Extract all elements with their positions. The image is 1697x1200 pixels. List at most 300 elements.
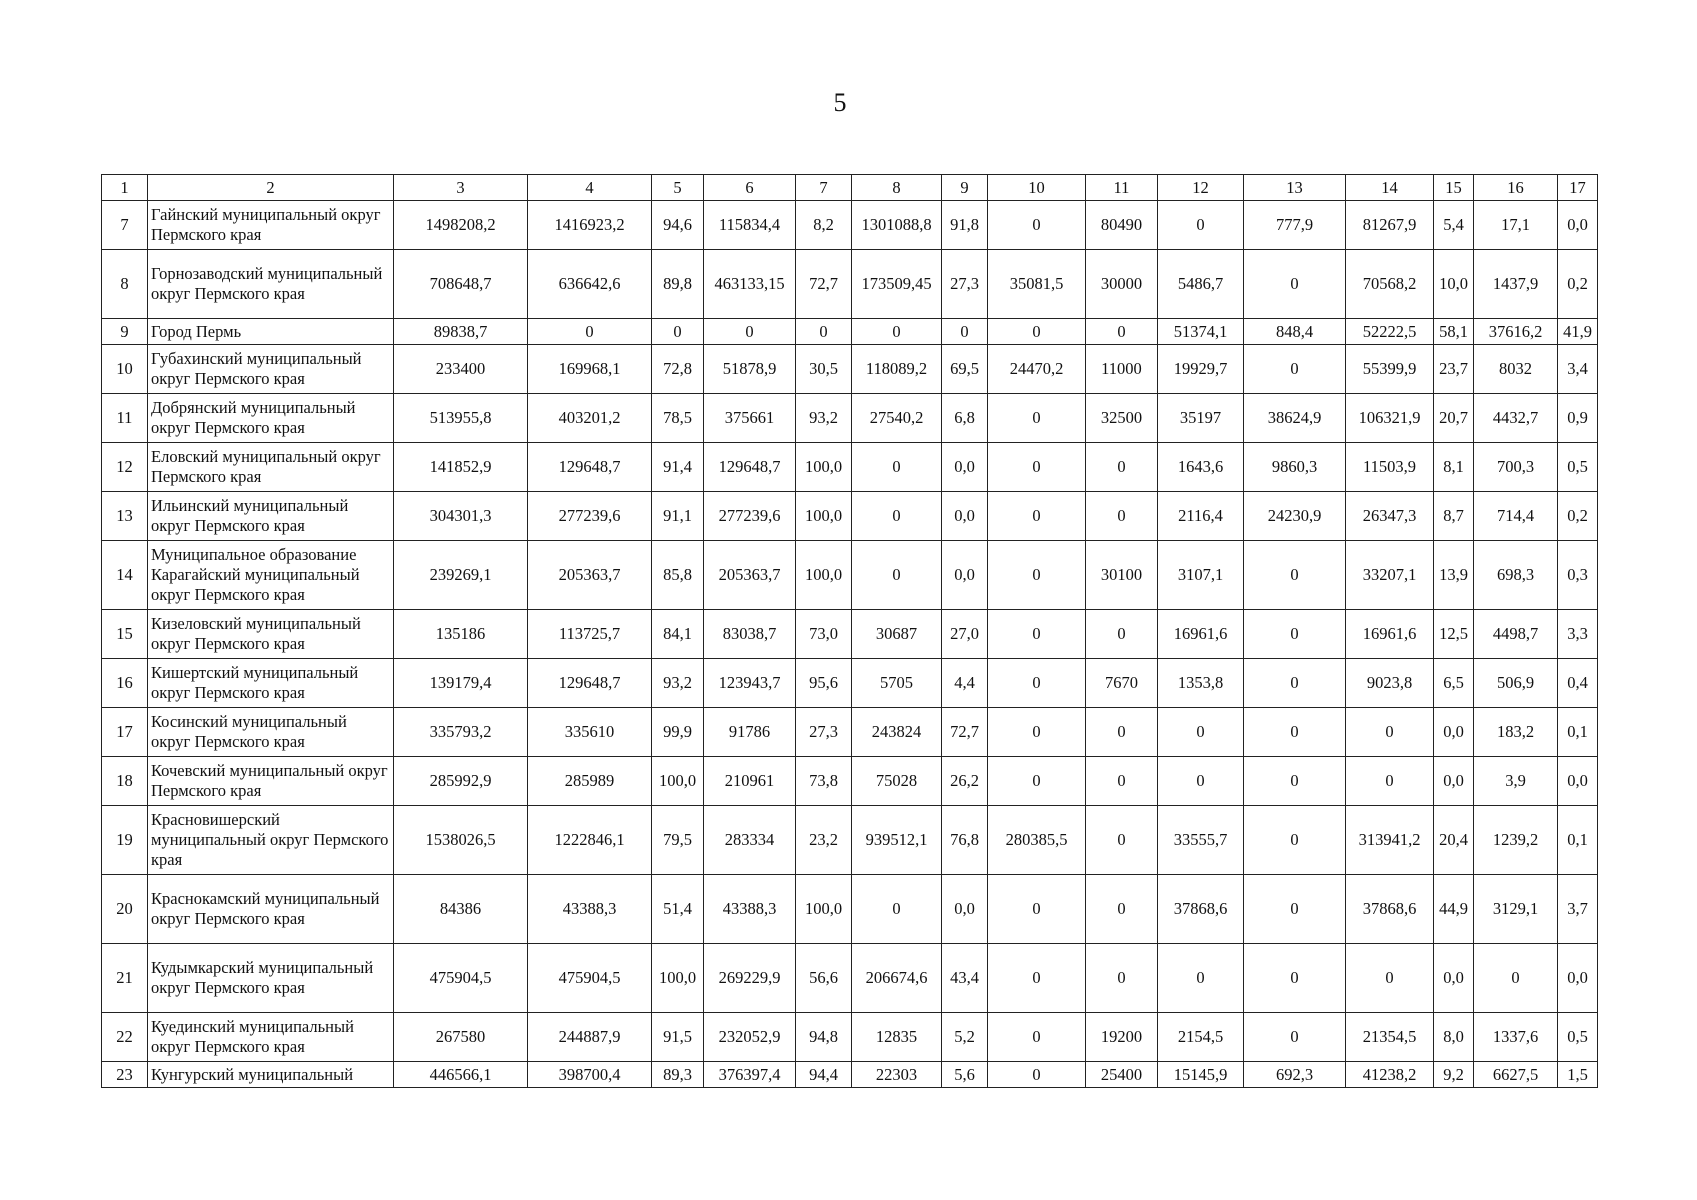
value-cell: 2116,4 (1158, 492, 1244, 541)
value-cell: 6,8 (942, 394, 988, 443)
value-cell: 10,0 (1434, 250, 1474, 319)
value-cell: 27,0 (942, 610, 988, 659)
value-cell: 91786 (704, 708, 796, 757)
value-cell: 0 (988, 443, 1086, 492)
value-cell: 0,0 (942, 541, 988, 610)
value-cell: 11503,9 (1346, 443, 1434, 492)
value-cell: 233400 (394, 345, 528, 394)
municipality-name-cell: Кизеловский муниципальный округ Пермского края (148, 610, 394, 659)
value-cell: 100,0 (652, 944, 704, 1013)
page-number: 5 (833, 88, 847, 117)
value-cell: 69,5 (942, 345, 988, 394)
value-cell: 11000 (1086, 345, 1158, 394)
value-cell: 20,7 (1434, 394, 1474, 443)
value-cell: 0 (1086, 492, 1158, 541)
value-cell: 0 (852, 443, 942, 492)
value-cell: 0 (1086, 806, 1158, 875)
value-cell: 210961 (704, 757, 796, 806)
value-cell: 708648,7 (394, 250, 528, 319)
value-cell: 30100 (1086, 541, 1158, 610)
value-cell: 0,0 (1558, 201, 1598, 250)
column-header: 14 (1346, 175, 1434, 201)
value-cell: 21354,5 (1346, 1013, 1434, 1062)
value-cell: 0,0 (942, 492, 988, 541)
value-cell: 91,5 (652, 1013, 704, 1062)
value-cell: 55399,9 (1346, 345, 1434, 394)
table-row (102, 492, 1598, 541)
municipality-name-cell: Кишертский муниципальный округ Пермского края (148, 659, 394, 708)
value-cell: 398700,4 (528, 1062, 652, 1088)
value-cell: 375661 (704, 394, 796, 443)
municipality-name-cell: Краснокамский муниципальный округ Пермского края (148, 875, 394, 944)
value-cell: 183,2 (1474, 708, 1558, 757)
value-cell: 85,8 (652, 541, 704, 610)
value-cell: 27,3 (942, 250, 988, 319)
value-cell: 0 (1244, 806, 1346, 875)
value-cell: 1498208,2 (394, 201, 528, 250)
value-cell: 89,8 (652, 250, 704, 319)
table-header-row (102, 175, 1598, 201)
value-cell: 0 (1346, 944, 1434, 1013)
value-cell: 91,8 (942, 201, 988, 250)
value-cell: 113725,7 (528, 610, 652, 659)
column-header: 2 (148, 175, 394, 201)
value-cell: 72,7 (796, 250, 852, 319)
row-number-cell: 17 (102, 708, 148, 757)
value-cell: 777,9 (1244, 201, 1346, 250)
value-cell: 0 (1244, 250, 1346, 319)
row-number-cell: 15 (102, 610, 148, 659)
value-cell: 463133,15 (704, 250, 796, 319)
value-cell: 5,4 (1434, 201, 1474, 250)
row-number-cell: 23 (102, 1062, 148, 1088)
municipality-name-cell: Горнозаводский муниципальный округ Пермского края (148, 250, 394, 319)
value-cell: 335610 (528, 708, 652, 757)
value-cell: 72,8 (652, 345, 704, 394)
column-header: 9 (942, 175, 988, 201)
value-cell: 8032 (1474, 345, 1558, 394)
value-cell: 22303 (852, 1062, 942, 1088)
value-cell: 20,4 (1434, 806, 1474, 875)
row-number-cell: 22 (102, 1013, 148, 1062)
value-cell: 0 (988, 708, 1086, 757)
value-cell: 70568,2 (1346, 250, 1434, 319)
value-cell: 939512,1 (852, 806, 942, 875)
value-cell: 0 (988, 1013, 1086, 1062)
value-cell: 285989 (528, 757, 652, 806)
municipality-name-cell: Добрянский муниципальный округ Пермского края (148, 394, 394, 443)
row-number-cell: 16 (102, 659, 148, 708)
value-cell: 0,9 (1558, 394, 1598, 443)
value-cell: 169968,1 (528, 345, 652, 394)
value-cell: 4498,7 (1474, 610, 1558, 659)
value-cell: 0,0 (1434, 944, 1474, 1013)
value-cell: 1416923,2 (528, 201, 652, 250)
value-cell: 30687 (852, 610, 942, 659)
value-cell: 0 (988, 1062, 1086, 1088)
row-number-cell: 20 (102, 875, 148, 944)
value-cell: 269229,9 (704, 944, 796, 1013)
value-cell: 0,2 (1558, 250, 1598, 319)
value-cell: 8,7 (1434, 492, 1474, 541)
value-cell: 33555,7 (1158, 806, 1244, 875)
value-cell: 0 (852, 875, 942, 944)
value-cell: 0 (1244, 875, 1346, 944)
table-row (102, 1013, 1598, 1062)
value-cell: 848,4 (1244, 319, 1346, 345)
value-cell: 37616,2 (1474, 319, 1558, 345)
value-cell: 0 (1086, 875, 1158, 944)
value-cell: 56,6 (796, 944, 852, 1013)
value-cell: 0 (1086, 443, 1158, 492)
value-cell: 376397,4 (704, 1062, 796, 1088)
table-row (102, 757, 1598, 806)
municipality-name-cell: Муниципальное образование Карагайский муниципальный округ Пермского края (148, 541, 394, 610)
value-cell: 0 (988, 610, 1086, 659)
value-cell: 0 (852, 319, 942, 345)
value-cell: 700,3 (1474, 443, 1558, 492)
value-cell: 446566,1 (394, 1062, 528, 1088)
value-cell: 3,9 (1474, 757, 1558, 806)
value-cell: 100,0 (796, 443, 852, 492)
value-cell: 81267,9 (1346, 201, 1434, 250)
table-row (102, 250, 1598, 319)
value-cell: 0 (1244, 1013, 1346, 1062)
value-cell: 0 (1086, 708, 1158, 757)
value-cell: 280385,5 (988, 806, 1086, 875)
value-cell: 475904,5 (394, 944, 528, 1013)
column-header: 15 (1434, 175, 1474, 201)
value-cell: 267580 (394, 1013, 528, 1062)
value-cell: 7670 (1086, 659, 1158, 708)
value-cell: 139179,4 (394, 659, 528, 708)
value-cell: 93,2 (652, 659, 704, 708)
value-cell: 0 (988, 541, 1086, 610)
value-cell: 100,0 (796, 541, 852, 610)
value-cell: 9860,3 (1244, 443, 1346, 492)
value-cell: 100,0 (796, 492, 852, 541)
value-cell: 0 (1244, 610, 1346, 659)
value-cell: 6,5 (1434, 659, 1474, 708)
municipality-name-cell: Кунгурский муниципальный (148, 1062, 394, 1088)
value-cell: 94,8 (796, 1013, 852, 1062)
value-cell: 3,7 (1558, 875, 1598, 944)
value-cell: 41238,2 (1346, 1062, 1434, 1088)
value-cell: 24470,2 (988, 345, 1086, 394)
value-cell: 506,9 (1474, 659, 1558, 708)
value-cell: 0,0 (942, 875, 988, 944)
value-cell: 0 (1158, 757, 1244, 806)
value-cell: 16961,6 (1346, 610, 1434, 659)
municipality-name-cell: Куединский муниципальный округ Пермского края (148, 1013, 394, 1062)
value-cell: 89838,7 (394, 319, 528, 345)
value-cell: 698,3 (1474, 541, 1558, 610)
value-cell: 3,4 (1558, 345, 1598, 394)
row-number-cell: 21 (102, 944, 148, 1013)
value-cell: 0 (1244, 659, 1346, 708)
data-table (101, 174, 1598, 1088)
value-cell: 35081,5 (988, 250, 1086, 319)
value-cell: 24230,9 (1244, 492, 1346, 541)
value-cell: 0,1 (1558, 708, 1598, 757)
value-cell: 277239,6 (528, 492, 652, 541)
value-cell: 129648,7 (528, 443, 652, 492)
value-cell: 93,2 (796, 394, 852, 443)
value-cell: 0,5 (1558, 1013, 1598, 1062)
value-cell: 1222846,1 (528, 806, 652, 875)
column-header: 5 (652, 175, 704, 201)
value-cell: 692,3 (1244, 1062, 1346, 1088)
value-cell: 26347,3 (1346, 492, 1434, 541)
row-number-cell: 12 (102, 443, 148, 492)
value-cell: 0 (988, 757, 1086, 806)
value-cell: 0 (704, 319, 796, 345)
value-cell: 5,2 (942, 1013, 988, 1062)
value-cell: 0,0 (1434, 757, 1474, 806)
value-cell: 285992,9 (394, 757, 528, 806)
municipality-name-cell: Еловский муниципальный округ Пермского края (148, 443, 394, 492)
value-cell: 78,5 (652, 394, 704, 443)
value-cell: 0 (988, 944, 1086, 1013)
value-cell: 118089,2 (852, 345, 942, 394)
table-row (102, 201, 1598, 250)
column-header: 12 (1158, 175, 1244, 201)
column-header: 6 (704, 175, 796, 201)
value-cell: 205363,7 (528, 541, 652, 610)
value-cell: 0 (1244, 708, 1346, 757)
value-cell: 304301,3 (394, 492, 528, 541)
value-cell: 1643,6 (1158, 443, 1244, 492)
municipality-name-cell: Косинский муниципальный округ Пермского края (148, 708, 394, 757)
value-cell: 2154,5 (1158, 1013, 1244, 1062)
municipality-name-cell: Красновишерский муниципальный округ Пермского края (148, 806, 394, 875)
row-number-cell: 8 (102, 250, 148, 319)
value-cell: 135186 (394, 610, 528, 659)
value-cell: 23,7 (1434, 345, 1474, 394)
value-cell: 30000 (1086, 250, 1158, 319)
value-cell: 239269,1 (394, 541, 528, 610)
value-cell: 43,4 (942, 944, 988, 1013)
value-cell: 0,0 (1558, 757, 1598, 806)
municipality-name-cell: Город Пермь (148, 319, 394, 345)
value-cell: 277239,6 (704, 492, 796, 541)
value-cell: 0 (852, 492, 942, 541)
table-row (102, 319, 1598, 345)
value-cell: 1538026,5 (394, 806, 528, 875)
value-cell: 94,6 (652, 201, 704, 250)
value-cell: 15145,9 (1158, 1062, 1244, 1088)
value-cell: 44,9 (1434, 875, 1474, 944)
municipality-name-cell: Губахинский муниципальный округ Пермского края (148, 345, 394, 394)
value-cell: 313941,2 (1346, 806, 1434, 875)
value-cell: 0,0 (942, 443, 988, 492)
value-cell: 0 (988, 659, 1086, 708)
column-header: 11 (1086, 175, 1158, 201)
value-cell: 0 (1086, 319, 1158, 345)
value-cell: 27,3 (796, 708, 852, 757)
value-cell: 26,2 (942, 757, 988, 806)
value-cell: 35197 (1158, 394, 1244, 443)
value-cell: 1437,9 (1474, 250, 1558, 319)
value-cell: 51878,9 (704, 345, 796, 394)
value-cell: 475904,5 (528, 944, 652, 1013)
column-header: 8 (852, 175, 942, 201)
table-row (102, 708, 1598, 757)
value-cell: 12,5 (1434, 610, 1474, 659)
value-cell: 5486,7 (1158, 250, 1244, 319)
value-cell: 75028 (852, 757, 942, 806)
value-cell: 38624,9 (1244, 394, 1346, 443)
table-row (102, 659, 1598, 708)
value-cell: 95,6 (796, 659, 852, 708)
value-cell: 19200 (1086, 1013, 1158, 1062)
value-cell: 232052,9 (704, 1013, 796, 1062)
row-number-cell: 9 (102, 319, 148, 345)
value-cell: 37868,6 (1346, 875, 1434, 944)
value-cell: 43388,3 (528, 875, 652, 944)
value-cell: 9,2 (1434, 1062, 1474, 1088)
value-cell: 0,3 (1558, 541, 1598, 610)
row-number-cell: 18 (102, 757, 148, 806)
value-cell: 173509,45 (852, 250, 942, 319)
value-cell: 43388,3 (704, 875, 796, 944)
value-cell: 83038,7 (704, 610, 796, 659)
value-cell: 33207,1 (1346, 541, 1434, 610)
value-cell: 91,1 (652, 492, 704, 541)
value-cell: 12835 (852, 1013, 942, 1062)
value-cell: 714,4 (1474, 492, 1558, 541)
value-cell: 0 (1244, 345, 1346, 394)
value-cell: 23,2 (796, 806, 852, 875)
table-row (102, 610, 1598, 659)
value-cell: 73,0 (796, 610, 852, 659)
value-cell: 0 (1158, 201, 1244, 250)
value-cell: 0 (852, 541, 942, 610)
value-cell: 8,0 (1434, 1013, 1474, 1062)
value-cell: 100,0 (652, 757, 704, 806)
table-row (102, 944, 1598, 1013)
municipality-name-cell: Кудымкарский муниципальный округ Пермского края (148, 944, 394, 1013)
column-header: 10 (988, 175, 1086, 201)
value-cell: 4432,7 (1474, 394, 1558, 443)
value-cell: 0 (1346, 757, 1434, 806)
value-cell: 84,1 (652, 610, 704, 659)
value-cell: 3,3 (1558, 610, 1598, 659)
value-cell: 0 (988, 201, 1086, 250)
column-header: 7 (796, 175, 852, 201)
value-cell: 32500 (1086, 394, 1158, 443)
value-cell: 0 (1158, 708, 1244, 757)
value-cell: 1301088,8 (852, 201, 942, 250)
value-cell: 100,0 (796, 875, 852, 944)
value-cell: 0 (942, 319, 988, 345)
value-cell: 206674,6 (852, 944, 942, 1013)
value-cell: 1,5 (1558, 1062, 1598, 1088)
value-cell: 13,9 (1434, 541, 1474, 610)
value-cell: 0 (988, 319, 1086, 345)
value-cell: 123943,7 (704, 659, 796, 708)
value-cell: 19929,7 (1158, 345, 1244, 394)
value-cell: 16961,6 (1158, 610, 1244, 659)
value-cell: 0 (1244, 757, 1346, 806)
column-header: 13 (1244, 175, 1346, 201)
value-cell: 99,9 (652, 708, 704, 757)
value-cell: 9023,8 (1346, 659, 1434, 708)
municipality-name-cell: Гайнский муниципальный округ Пермского края (148, 201, 394, 250)
column-header: 1 (102, 175, 148, 201)
data-table-container (101, 174, 1598, 1088)
row-number-cell: 13 (102, 492, 148, 541)
value-cell: 0,0 (1558, 944, 1598, 1013)
value-cell: 129648,7 (704, 443, 796, 492)
value-cell: 84386 (394, 875, 528, 944)
value-cell: 283334 (704, 806, 796, 875)
value-cell: 106321,9 (1346, 394, 1434, 443)
value-cell: 0,1 (1558, 806, 1598, 875)
value-cell: 0 (1474, 944, 1558, 1013)
value-cell: 8,2 (796, 201, 852, 250)
value-cell: 51374,1 (1158, 319, 1244, 345)
table-row (102, 875, 1598, 944)
value-cell: 205363,7 (704, 541, 796, 610)
value-cell: 3129,1 (1474, 875, 1558, 944)
municipality-name-cell: Ильинский муниципальный округ Пермского края (148, 492, 394, 541)
value-cell: 0,2 (1558, 492, 1598, 541)
table-row (102, 394, 1598, 443)
value-cell: 89,3 (652, 1062, 704, 1088)
value-cell: 17,1 (1474, 201, 1558, 250)
value-cell: 3107,1 (1158, 541, 1244, 610)
value-cell: 0,5 (1558, 443, 1598, 492)
value-cell: 141852,9 (394, 443, 528, 492)
row-number-cell: 7 (102, 201, 148, 250)
value-cell: 0 (1244, 541, 1346, 610)
value-cell: 76,8 (942, 806, 988, 875)
value-cell: 25400 (1086, 1062, 1158, 1088)
value-cell: 91,4 (652, 443, 704, 492)
value-cell: 0 (1346, 708, 1434, 757)
value-cell: 58,1 (1434, 319, 1474, 345)
value-cell: 335793,2 (394, 708, 528, 757)
table-row (102, 443, 1598, 492)
column-header: 17 (1558, 175, 1598, 201)
column-header: 16 (1474, 175, 1558, 201)
value-cell: 5705 (852, 659, 942, 708)
value-cell: 72,7 (942, 708, 988, 757)
value-cell: 0 (1086, 610, 1158, 659)
value-cell: 0 (528, 319, 652, 345)
value-cell: 115834,4 (704, 201, 796, 250)
row-number-cell: 14 (102, 541, 148, 610)
value-cell: 0 (796, 319, 852, 345)
row-number-cell: 11 (102, 394, 148, 443)
value-cell: 636642,6 (528, 250, 652, 319)
value-cell: 52222,5 (1346, 319, 1434, 345)
value-cell: 0,0 (1434, 708, 1474, 757)
value-cell: 0 (1158, 944, 1244, 1013)
value-cell: 41,9 (1558, 319, 1598, 345)
value-cell: 1353,8 (1158, 659, 1244, 708)
table-row (102, 1062, 1598, 1088)
column-header: 4 (528, 175, 652, 201)
value-cell: 1239,2 (1474, 806, 1558, 875)
value-cell: 4,4 (942, 659, 988, 708)
value-cell: 73,8 (796, 757, 852, 806)
table-body (102, 201, 1598, 1088)
value-cell: 37868,6 (1158, 875, 1244, 944)
value-cell: 27540,2 (852, 394, 942, 443)
value-cell: 94,4 (796, 1062, 852, 1088)
